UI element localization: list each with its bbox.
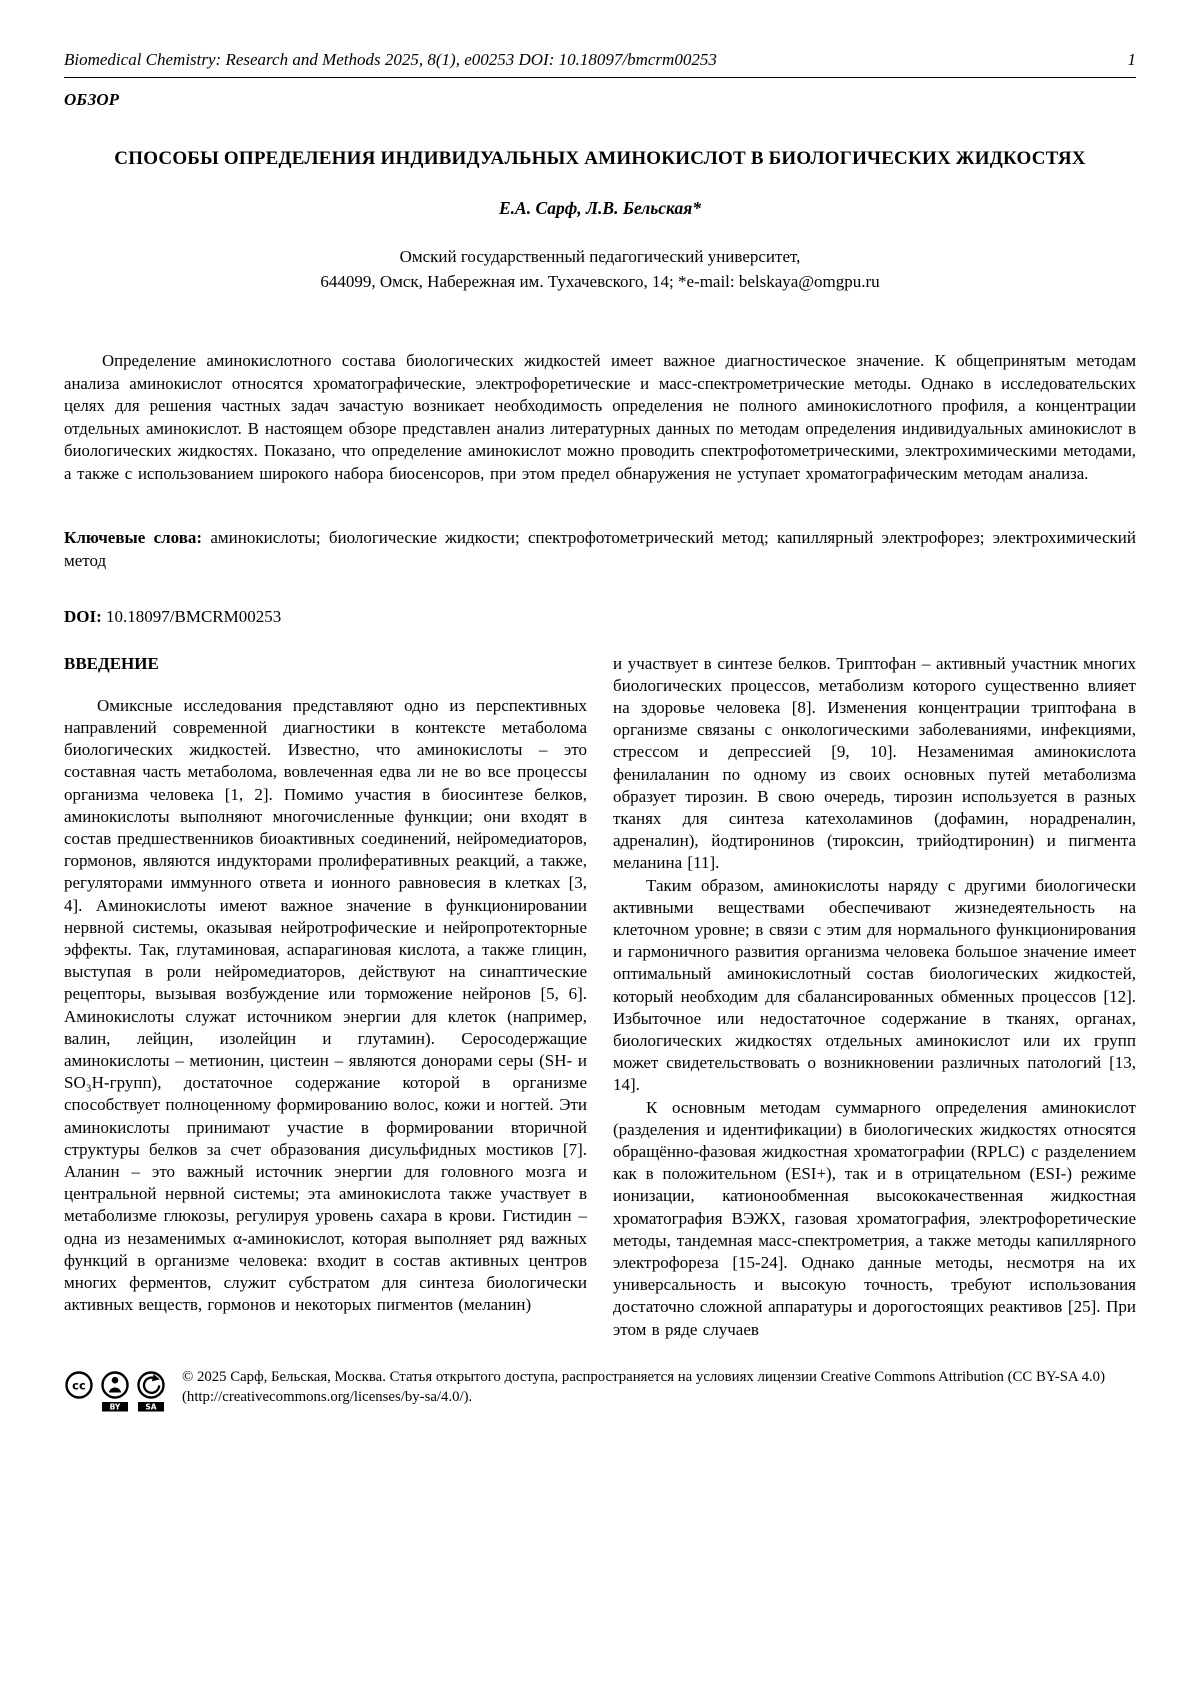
by-badge: BY <box>109 1402 121 1412</box>
doi-line <box>64 607 1136 627</box>
doi-label: DOI: <box>64 606 102 626</box>
sa-badge: SA <box>145 1402 157 1412</box>
cc-by-sa-license-icon <box>64 1369 166 1413</box>
page-number: 1 <box>1127 50 1136 69</box>
authors-line: Е.А. Сарф, Л.В. Бельская* <box>499 198 701 218</box>
two-column-body <box>64 653 1136 1341</box>
affiliation-block <box>64 245 1136 294</box>
person-icon <box>109 1387 121 1392</box>
running-header <box>64 50 1136 78</box>
keywords-line <box>64 526 1136 573</box>
keywords-label: Ключевые слова: <box>64 527 203 547</box>
license-footer <box>64 1367 1136 1413</box>
right-column <box>613 653 1136 1341</box>
license-text: © 2025 Сарф, Бельская, Москва. Статья открытого доступа, распространяется на условиях лицензии Creative Commons Attribution (CC BY-SA 4.0) (http://creativecommons.org/licenses/by-sa/4.0/). <box>182 1368 1106 1406</box>
body-paragraph: Таким образом, аминокислоты наряду с другими биологически активными веществами обеспечивают жизнедеятельность на клеточном уровне; в связи с этим для нормального функционирования и гармоничного развития организма человека большое значение имеет оптимальный аминокислотный состав биологических жидкостей, который необходим для сбалансированных обменных процессов [12]. Избыточное или недостаточное содержание в тканях, органах, биологических жидкостях отдельных аминокислот или их групп может свидетельствовать о возникновении различных патологий [13, 14]. <box>613 875 1136 1095</box>
article-type-label: ОБЗОР <box>64 90 120 109</box>
affiliation-line: Омский государственный педагогический университет, <box>399 247 801 266</box>
keywords-text: аминокислоты; биологические жидкости; спектрофотометрический метод; капиллярный электрофорез; электрохимический метод <box>64 527 1137 571</box>
body-paragraph: Омиксные исследования представляют одно из перспективных направлений современной диагностики в контексте метаболома биологических жидкостей. Известно, что аминокислоты – это составная часть метаболома, вовлеченная едва ли не во все процессы организма человека [1, 2]. Помимо участия в биосинтезе белков, аминокислоты выполняют многочисленные функции; они входят в состав предшественников биоактивных соединений, нейромедиаторов, гормонов, являются индукторами пролиферативных реакций, а также, регуляторами иммунного ответа и ионного равновесия в клетках [3, 4]. Аминокислоты имеют важное значение в функционировании нервной системы, оказывая нейротрофические и нейропротекторные эффекты. Так, глутаминовая, аспарагиновая кислота, а также глицин, выступая в роли нейромедиаторов, действуют на синаптические рецепторы, вызывая возбуждение или торможение нейронов [5, 6]. Аминокислоты служат источником энергии для клеток (например, валин, лейцин, изолейцин и глутамин). Серосодержащие аминокислоты – метионин, цистеин – являются донорами серы (SH- и SO₃H-групп), достаточное содержание которой в организме способствует полноценному формированию волос, кожи и ногтей. Эти аминокислоты принимают участие в формировании вторичной структуры белков за счет образования дисульфидных мостиков [7]. Аланин – это важный источник энергии для головного мозга и центральной нервной системы; эта аминокислота также участвует в метаболизме глюкозы, регулируя уровень сахара в крови. Гистидин – одна из незаменимых α-аминокислот, которая выполняет ряд важных функций в организме человека: входит в состав активных центров многих ферментов, служит субстратом для синтеза биологически активных веществ, гормонов и некоторых пигментов (меланин) <box>64 695 587 1315</box>
cc-icon: cc <box>72 1378 86 1393</box>
article-title: СПОСОБЫ ОПРЕДЕЛЕНИЯ ИНДИВИДУАЛЬНЫХ АМИНОКИСЛОТ В БИОЛОГИЧЕСКИХ ЖИДКОСТЯХ <box>114 148 1086 169</box>
doi-value: 10.18097/BMCRM00253 <box>106 606 282 626</box>
left-column <box>64 653 587 1341</box>
abstract-paragraph: Определение аминокислотного состава биологических жидкостей имеет важное диагностическое значение. К общепринятым методам анализа аминокислот относятся хроматографические, электрофоретические и масс-спектрометрические методы. Однако в исследовательских целях для решения частных задач зачастую возникает необходимость определения не полного аминокислотного профиля, а концентрации отдельных аминокислот. В настоящем обзоре представлен анализ литературных данных по методам определения индивидуальных аминокислот в биологических жидкостях. Показано, что определение аминокислот можно проводить спектрофотометрическими, электрохимическими методами, а также с использованием широкого набора биосенсоров, при этом предел обнаружения не уступает хроматографическим методам анализа. <box>64 351 1136 483</box>
affiliation-address: 644099, Омск, Набережная им. Тухачевского, 14; *e-mail: belskaya@omgpu.ru <box>320 271 880 291</box>
introduction-heading: ВВЕДЕНИЕ <box>64 653 159 673</box>
body-paragraph: К основным методам суммарного определения аминокислот (разделения и идентификации) в биологических жидкостях относятся обращённо-фазовая жидкостная хроматографии (RPLC) с разделением как в положительном (ESI+), так и в отрицательном (ESI-) режиме ионизации, катионообменная высококачественная жидкостная хроматография ВЭЖХ, газовая хроматография, электрофоретические методы, тандемная масс-спектрометрия, а также методы капиллярного электрофореза [15-24]. Однако данные методы, несмотря на их универсальность и высокую точность, требуют использования достаточно сложной аппаратуры и дорогостоящих реактивов [25]. При этом в ряде случаев <box>613 1097 1136 1339</box>
journal-citation: Biomedical Chemistry: Research and Methods 2025, 8(1), e00253 DOI: 10.18097/bmcrm00253 <box>64 50 717 69</box>
body-paragraph: и участвует в синтезе белков. Триптофан – активный участник многих биологических процессов, метаболизм которого существенно влияет на здоровье человека [8]. Изменения концентрации триптофана в организме связаны с онкологическими заболеваниями, инфекциями, стрессом и депрессией [9, 10]. Незаменимая аминокислота фенилаланин по одному из своих основных путей метаболизма образует тирозин. В свою очередь, тирозин используется в разных тканях для синтеза катехоламинов (дофамин, норадреналин, адреналин), йодтиронинов (тироксин, трийодтиронин) и пигмента меланина [11]. <box>613 653 1136 873</box>
